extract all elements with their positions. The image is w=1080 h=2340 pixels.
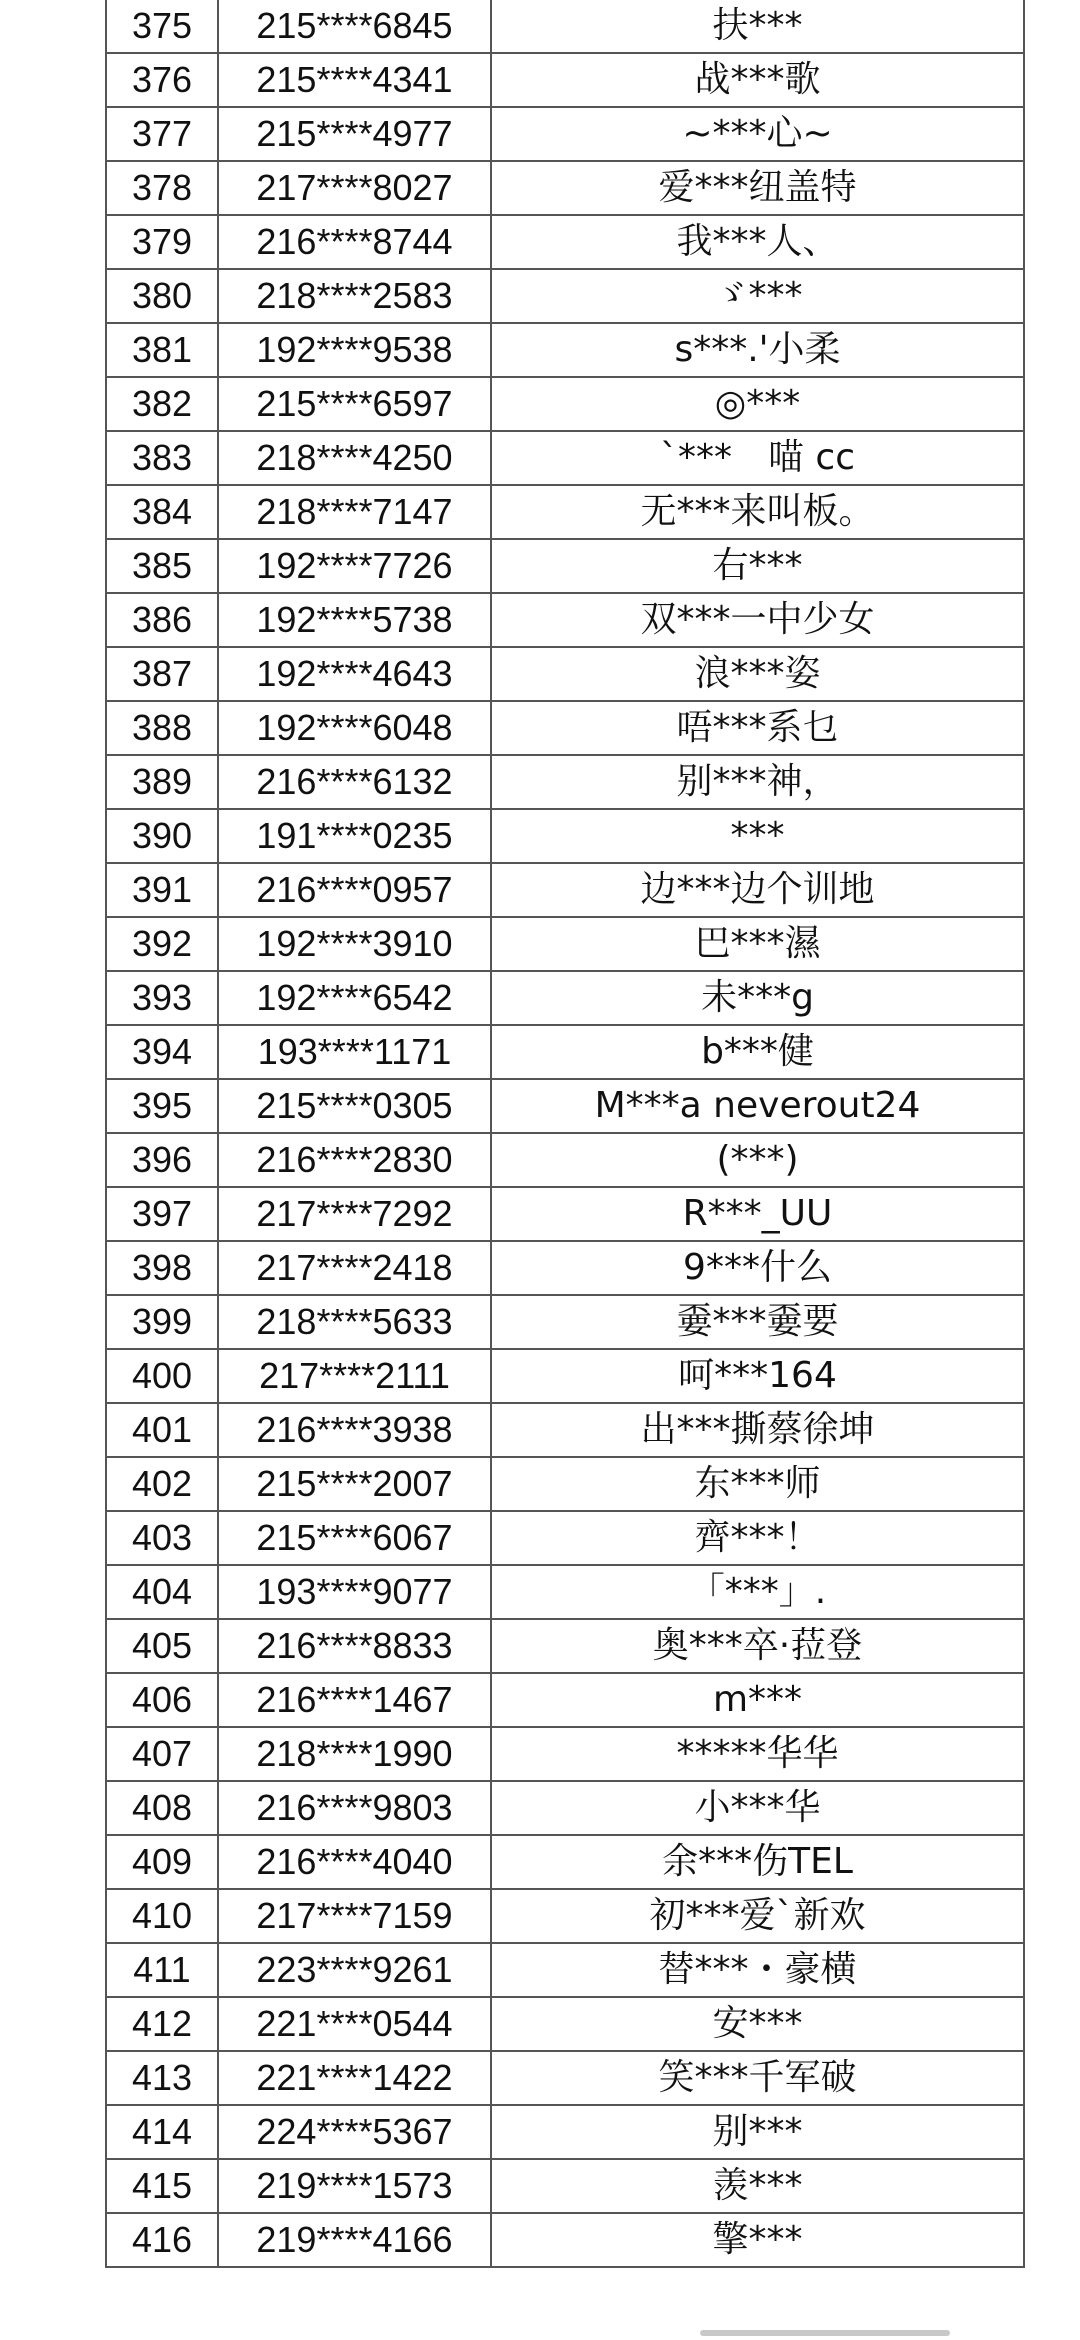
nickname-cell: 无***来叫板。 (491, 485, 1024, 539)
user-id-cell: 192****6542 (218, 971, 491, 1025)
table-row (106, 1997, 1024, 2051)
table-row (106, 593, 1024, 647)
rank-cell: 380 (106, 269, 218, 323)
table-row (106, 1025, 1024, 1079)
nickname-cell: s***.'小柔 (491, 323, 1024, 377)
user-id-cell: 192****3910 (218, 917, 491, 971)
table-row (106, 1403, 1024, 1457)
table-row (106, 1295, 1024, 1349)
nickname-cell: 小***华 (491, 1781, 1024, 1835)
table-row (106, 809, 1024, 863)
rank-cell: 383 (106, 431, 218, 485)
rank-cell: 399 (106, 1295, 218, 1349)
rank-cell: 395 (106, 1079, 218, 1133)
user-id-cell: 215****6597 (218, 377, 491, 431)
nickname-cell: 爱***纽盖特 (491, 161, 1024, 215)
table-row (106, 1133, 1024, 1187)
table-row (106, 539, 1024, 593)
user-id-cell: 191****0235 (218, 809, 491, 863)
table-row (106, 971, 1024, 1025)
nickname-cell: 唔***系乜 (491, 701, 1024, 755)
user-id-cell: 215****4341 (218, 53, 491, 107)
user-id-cell: 218****1990 (218, 1727, 491, 1781)
rank-cell: 409 (106, 1835, 218, 1889)
user-id-cell: 218****2583 (218, 269, 491, 323)
user-id-cell: 217****8027 (218, 161, 491, 215)
table-row (106, 2051, 1024, 2105)
table-row (106, 1727, 1024, 1781)
nickname-cell: 笑***千军破 (491, 2051, 1024, 2105)
table-row (106, 2105, 1024, 2159)
user-id-cell: 216****0957 (218, 863, 491, 917)
user-id-cell: 224****5367 (218, 2105, 491, 2159)
rank-cell: 378 (106, 161, 218, 215)
table-row (106, 2213, 1024, 2267)
rank-cell: 412 (106, 1997, 218, 2051)
nickname-cell: ~***心~ (491, 107, 1024, 161)
table-row (106, 1781, 1024, 1835)
user-id-cell: 217****2418 (218, 1241, 491, 1295)
nickname-cell: ゞ*** (491, 269, 1024, 323)
rank-cell: 411 (106, 1943, 218, 1997)
rank-cell: 403 (106, 1511, 218, 1565)
rank-cell: 397 (106, 1187, 218, 1241)
table-row (106, 377, 1024, 431)
nickname-cell: 未***g (491, 971, 1024, 1025)
rank-cell: 384 (106, 485, 218, 539)
horizontal-scrollbar[interactable] (700, 2330, 950, 2336)
table-row (106, 1457, 1024, 1511)
table-row (106, 0, 1024, 53)
rank-cell: 387 (106, 647, 218, 701)
rank-cell: 390 (106, 809, 218, 863)
nickname-cell: M***a neverout24 (491, 1079, 1024, 1133)
rank-cell: 406 (106, 1673, 218, 1727)
rank-cell: 404 (106, 1565, 218, 1619)
table-row (106, 1187, 1024, 1241)
nickname-cell: 羡*** (491, 2159, 1024, 2213)
rank-cell: 379 (106, 215, 218, 269)
table-row (106, 1835, 1024, 1889)
rank-cell: 396 (106, 1133, 218, 1187)
ranking-table-container (105, 0, 1023, 2268)
table-row (106, 1565, 1024, 1619)
user-id-cell: 192****7726 (218, 539, 491, 593)
user-id-cell: 215****4977 (218, 107, 491, 161)
rank-cell: 389 (106, 755, 218, 809)
nickname-cell: `*** 喵 cc (491, 431, 1024, 485)
rank-cell: 391 (106, 863, 218, 917)
nickname-cell: 别***神， (491, 755, 1024, 809)
table-row (106, 863, 1024, 917)
table-row (106, 323, 1024, 377)
user-id-cell: 217****7159 (218, 1889, 491, 1943)
user-id-cell: 221****1422 (218, 2051, 491, 2105)
user-id-cell: 218****7147 (218, 485, 491, 539)
nickname-cell: 余***伤TEL (491, 1835, 1024, 1889)
rank-cell: 386 (106, 593, 218, 647)
nickname-cell: 边***边个训地 (491, 863, 1024, 917)
user-id-cell: 193****9077 (218, 1565, 491, 1619)
table-row (106, 269, 1024, 323)
nickname-cell: 战***歌 (491, 53, 1024, 107)
table-row (106, 1673, 1024, 1727)
nickname-cell: 奥***卒·菈登 (491, 1619, 1024, 1673)
nickname-cell: R***_UU (491, 1187, 1024, 1241)
nickname-cell: 齊***！ (491, 1511, 1024, 1565)
table-row (106, 1349, 1024, 1403)
nickname-cell: *** (491, 809, 1024, 863)
user-id-cell: 192****4643 (218, 647, 491, 701)
user-id-cell: 219****1573 (218, 2159, 491, 2213)
nickname-cell: 右*** (491, 539, 1024, 593)
user-id-cell: 215****6067 (218, 1511, 491, 1565)
rank-cell: 385 (106, 539, 218, 593)
user-id-cell: 216****9803 (218, 1781, 491, 1835)
rank-cell: 392 (106, 917, 218, 971)
table-row (106, 431, 1024, 485)
rank-cell: 413 (106, 2051, 218, 2105)
user-id-cell: 216****2830 (218, 1133, 491, 1187)
rank-cell: 375 (106, 0, 218, 53)
rank-cell: 388 (106, 701, 218, 755)
table-row (106, 647, 1024, 701)
user-id-cell: 215****0305 (218, 1079, 491, 1133)
nickname-cell: 擎*** (491, 2213, 1024, 2267)
user-id-cell: 218****4250 (218, 431, 491, 485)
nickname-cell: 嫑***嫑要 (491, 1295, 1024, 1349)
ranking-table (105, 0, 1025, 2268)
table-row (106, 1079, 1024, 1133)
nickname-cell: 我***人、 (491, 215, 1024, 269)
user-id-cell: 193****1171 (218, 1025, 491, 1079)
user-id-cell: 192****6048 (218, 701, 491, 755)
nickname-cell: m*** (491, 1673, 1024, 1727)
nickname-cell: 双***一中少女 (491, 593, 1024, 647)
table-row (106, 1619, 1024, 1673)
user-id-cell: 217****7292 (218, 1187, 491, 1241)
nickname-cell: 扶*** (491, 0, 1024, 53)
nickname-cell: b***健 (491, 1025, 1024, 1079)
nickname-cell: 初***爱`新欢 (491, 1889, 1024, 1943)
user-id-cell: 216****8833 (218, 1619, 491, 1673)
user-id-cell: 219****4166 (218, 2213, 491, 2267)
ranking-table-body (106, 0, 1024, 2267)
rank-cell: 401 (106, 1403, 218, 1457)
rank-cell: 410 (106, 1889, 218, 1943)
nickname-cell: (***) (491, 1133, 1024, 1187)
rank-cell: 382 (106, 377, 218, 431)
nickname-cell: 出***撕蔡徐坤 (491, 1403, 1024, 1457)
table-row (106, 107, 1024, 161)
table-row (106, 53, 1024, 107)
nickname-cell: 「***」. (491, 1565, 1024, 1619)
table-row (106, 1943, 1024, 1997)
nickname-cell: 呵***164 (491, 1349, 1024, 1403)
user-id-cell: 216****3938 (218, 1403, 491, 1457)
rank-cell: 416 (106, 2213, 218, 2267)
rank-cell: 405 (106, 1619, 218, 1673)
user-id-cell: 215****2007 (218, 1457, 491, 1511)
table-row (106, 1511, 1024, 1565)
rank-cell: 398 (106, 1241, 218, 1295)
user-id-cell: 216****1467 (218, 1673, 491, 1727)
table-row (106, 917, 1024, 971)
rank-cell: 402 (106, 1457, 218, 1511)
rank-cell: 414 (106, 2105, 218, 2159)
nickname-cell: 东***师 (491, 1457, 1024, 1511)
table-row (106, 755, 1024, 809)
table-row (106, 701, 1024, 755)
rank-cell: 408 (106, 1781, 218, 1835)
user-id-cell: 218****5633 (218, 1295, 491, 1349)
user-id-cell: 216****6132 (218, 755, 491, 809)
rank-cell: 407 (106, 1727, 218, 1781)
table-row (106, 1889, 1024, 1943)
rank-cell: 400 (106, 1349, 218, 1403)
user-id-cell: 221****0544 (218, 1997, 491, 2051)
user-id-cell: 216****4040 (218, 1835, 491, 1889)
user-id-cell: 215****6845 (218, 0, 491, 53)
rank-cell: 394 (106, 1025, 218, 1079)
nickname-cell: 安*** (491, 1997, 1024, 2051)
user-id-cell: 223****9261 (218, 1943, 491, 1997)
nickname-cell: 巴***濕 (491, 917, 1024, 971)
user-id-cell: 192****9538 (218, 323, 491, 377)
user-id-cell: 192****5738 (218, 593, 491, 647)
rank-cell: 376 (106, 53, 218, 107)
table-row (106, 2159, 1024, 2213)
table-row (106, 215, 1024, 269)
nickname-cell: ◎*** (491, 377, 1024, 431)
nickname-cell: 浪***姿 (491, 647, 1024, 701)
rank-cell: 381 (106, 323, 218, 377)
user-id-cell: 216****8744 (218, 215, 491, 269)
nickname-cell: 别*** (491, 2105, 1024, 2159)
nickname-cell: 替***・豪横 (491, 1943, 1024, 1997)
table-row (106, 485, 1024, 539)
table-row (106, 1241, 1024, 1295)
table-row (106, 161, 1024, 215)
rank-cell: 393 (106, 971, 218, 1025)
rank-cell: 377 (106, 107, 218, 161)
user-id-cell: 217****2111 (218, 1349, 491, 1403)
nickname-cell: *****华华 (491, 1727, 1024, 1781)
rank-cell: 415 (106, 2159, 218, 2213)
nickname-cell: 9***什么 (491, 1241, 1024, 1295)
